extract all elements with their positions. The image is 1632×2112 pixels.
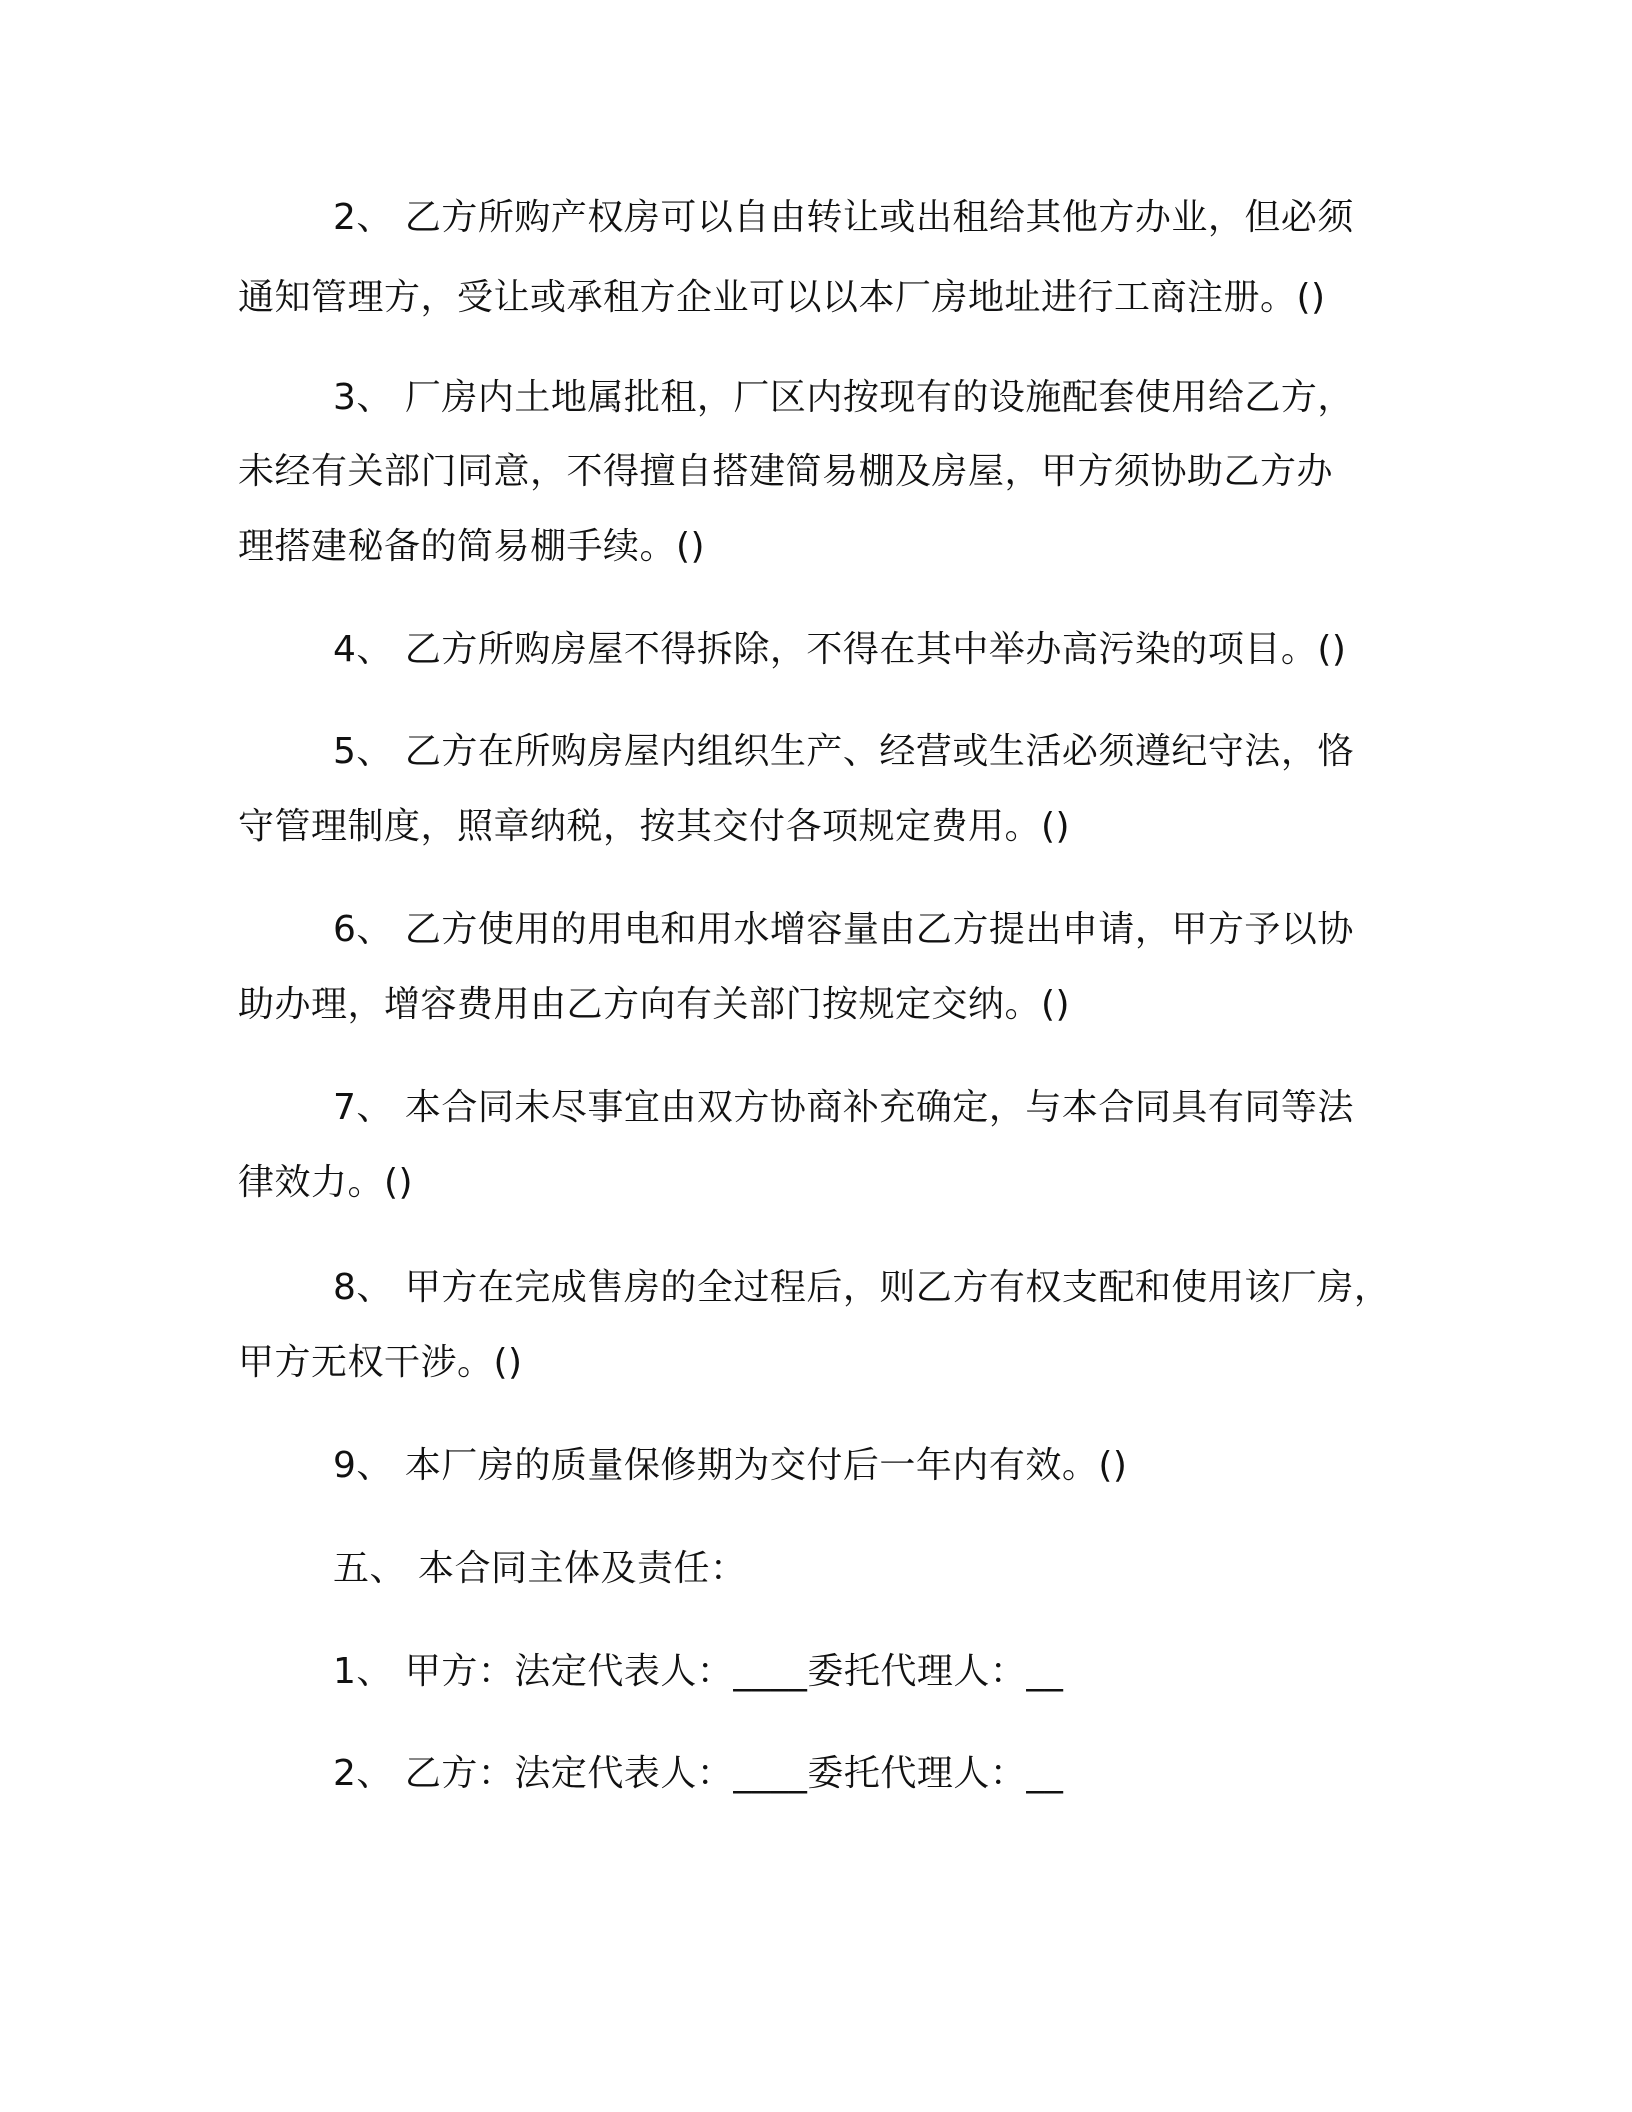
clause-2-line-1: 2、 乙方所购产权房可以自由转让或出租给其他方办业，但必须	[333, 197, 1354, 238]
clause-8-line-1: 8、 甲方在完成售房的全过程后，则乙方有权支配和使用该厂房，	[333, 1267, 1391, 1308]
clause-6-line-2: 助办理，增容费用由乙方向有关部门按规定交纳。()	[238, 984, 1071, 1025]
clause-7-line-1: 7、 本合同未尽事宜由双方协商补充确定，与本合同具有同等法	[333, 1087, 1354, 1128]
clause-7-line-2: 律效力。()	[238, 1162, 414, 1203]
clause-3-line-3: 理搭建秘备的简易棚手续。()	[238, 526, 706, 567]
clause-5-line-1: 5、 乙方在所购房屋内组织生产、经营或生活必须遵纪守法，恪	[333, 731, 1354, 772]
clause-3-line-2: 未经有关部门同意，不得擅自搭建简易棚及房屋，甲方须协助乙方办	[238, 451, 1334, 492]
party-b-line: 2、 乙方：法定代表人：____委托代理人：__	[333, 1753, 1064, 1794]
clause-5-line-2: 守管理制度，照章纳税，按其交付各项规定费用。()	[238, 806, 1071, 847]
clause-8-line-2: 甲方无权干涉。()	[238, 1342, 523, 1383]
clause-6-line-1: 6、 乙方使用的用电和用水增容量由乙方提出申请，甲方予以协	[333, 909, 1354, 950]
section-5-heading: 五、 本合同主体及责任：	[333, 1548, 747, 1589]
clause-9-line-1: 9、 本厂房的质量保修期为交付后一年内有效。()	[333, 1445, 1128, 1486]
clause-3-line-1: 3、 厂房内土地属批租，厂区内按现有的设施配套使用给乙方，	[333, 377, 1354, 418]
clause-4-line-1: 4、 乙方所购房屋不得拆除，不得在其中举办高污染的项目。()	[333, 629, 1347, 670]
clause-2-line-2: 通知管理方，受让或承租方企业可以以本厂房地址进行工商注册。()	[238, 277, 1326, 318]
party-a-line: 1、 甲方：法定代表人：____委托代理人：__	[333, 1651, 1064, 1692]
